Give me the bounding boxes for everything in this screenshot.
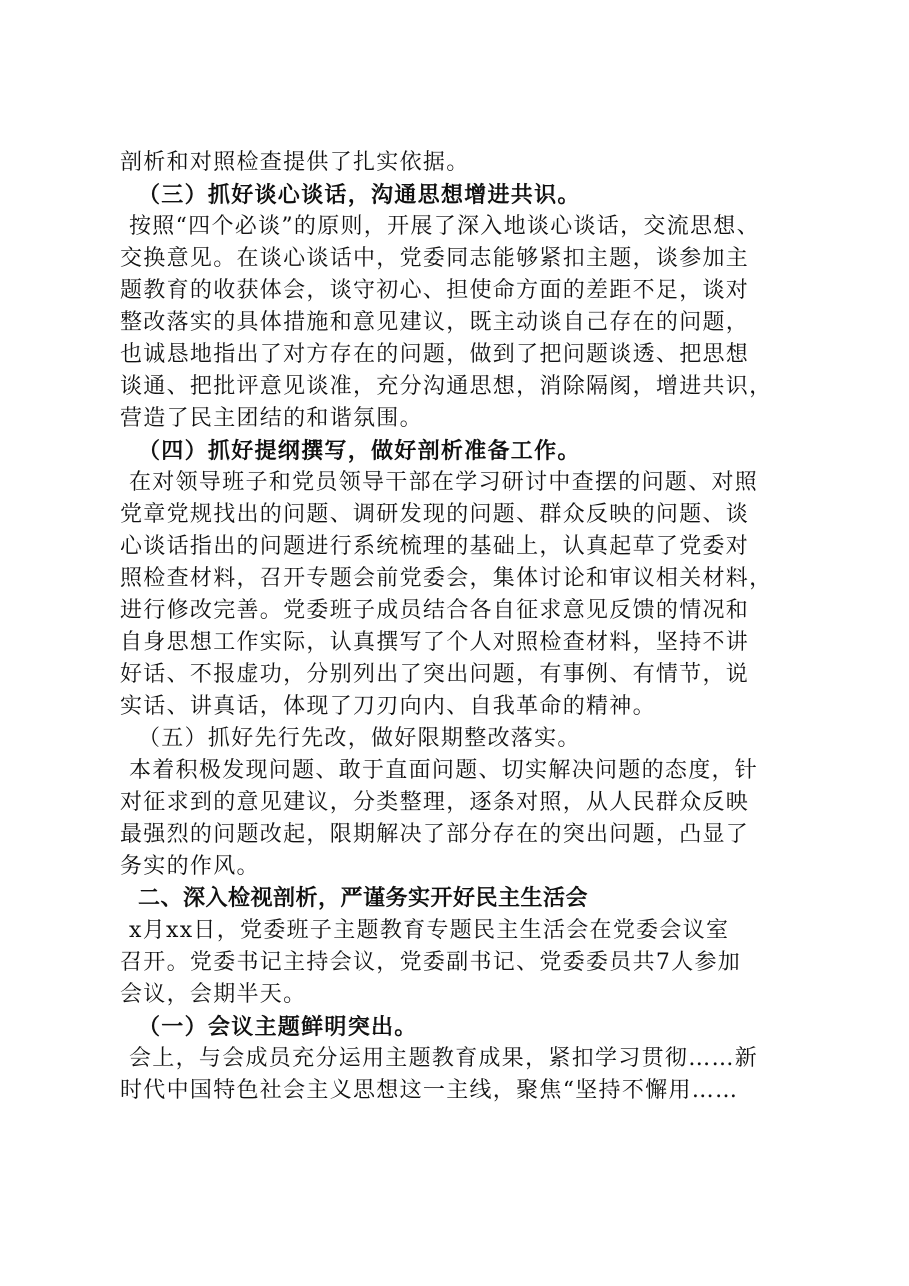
section-heading-sub-1: （一）会议主题鲜明突出。 [138,1014,418,1040]
body-text-line: 实话、讲真话，体现了刀刃向内、自我革命的精神。 [120,694,656,719]
body-text-line: 进行修改完善。党委班子成员结合各自征求意见反馈的情况和 [120,598,750,623]
body-text-line: 对征求到的意见建议，分类整理，逐条对照，从人民群众反映 [120,790,750,815]
body-text-line: 题教育的收获体会，谈守初心、担使命方面的差距不足，谈对 [120,278,750,303]
section-heading-4: （四）抓好提纲撰写，做好剖析准备工作。 [138,438,581,464]
body-text-line: 交换意见。在谈心谈话中，党委同志能够紧扣主题，谈参加主 [120,246,750,271]
body-text-line: 心谈话指出的问题进行系统梳理的基础上，认真起草了党委对 [120,534,750,559]
body-text-line: 务实的作风。 [120,854,260,879]
section-heading-5: （五）抓好先行先改，做好限期整改落实。 [138,726,581,751]
body-text-line: 召开。党委书记主持会议，党委副书记、党委委员共7人参加 [120,950,742,975]
paragraph-first-line: 在对领导班子和党员领导干部在学习研讨中查摆的问题、对照 [129,470,759,495]
section-heading-3: （三）抓好谈心谈话，沟通思想增进共识。 [138,182,581,208]
body-text-line: 会议，会期半天。 [120,982,307,1007]
body-text-line: 照检查材料，召开专题会前党委会，集体讨论和审议相关材料， [120,566,773,591]
body-text-line: 党章党规找出的问题、调研发现的问题、群众反映的问题、谈 [120,502,750,527]
paragraph-first-line: x月xx日，党委班子主题教育专题民主生活会在党委会议室 [129,918,730,943]
body-text-line: 剖析和对照检查提供了扎实依据。 [120,150,470,175]
body-text-line: 整改落实的具体措施和意见建议，既主动谈自己存在的问题， [120,310,750,335]
body-text-line: 营造了民主团结的和谐氛围。 [120,406,423,431]
body-text-line: 好话、不报虚功，分别列出了突出问题，有事例、有情节，说 [120,662,750,687]
body-text-line: 时代中国特色社会主义思想这一主线，聚焦“坚持不懈用…… [120,1078,739,1103]
paragraph-first-line: 会上，与会成员充分运用主题教育成果，紧扣学习贯彻……新 [129,1046,759,1071]
paragraph-first-line: 按照“四个必谈”的原则，开展了深入地谈心谈话，交流思想、 [129,214,760,239]
body-text-line: 自身思想工作实际，认真撰写了个人对照检查材料，坚持不讲 [120,630,750,655]
section-heading-2: 二、深入检视剖析，严谨务实开好民主生活会 [138,886,589,911]
body-text-line: 最强烈的问题改起，限期解决了部分存在的突出问题，凸显了 [120,822,750,847]
body-text-line: 也诚恳地指出了对方存在的问题，做到了把问题谈透、把思想 [120,342,750,367]
document-body [120,147,810,1107]
body-text-line: 谈通、把批评意见谈准，充分沟通思想，消除隔阂，增进共识， [120,374,773,399]
paragraph-first-line: 本着积极发现问题、敢于直面问题、切实解决问题的态度，针 [129,758,759,783]
